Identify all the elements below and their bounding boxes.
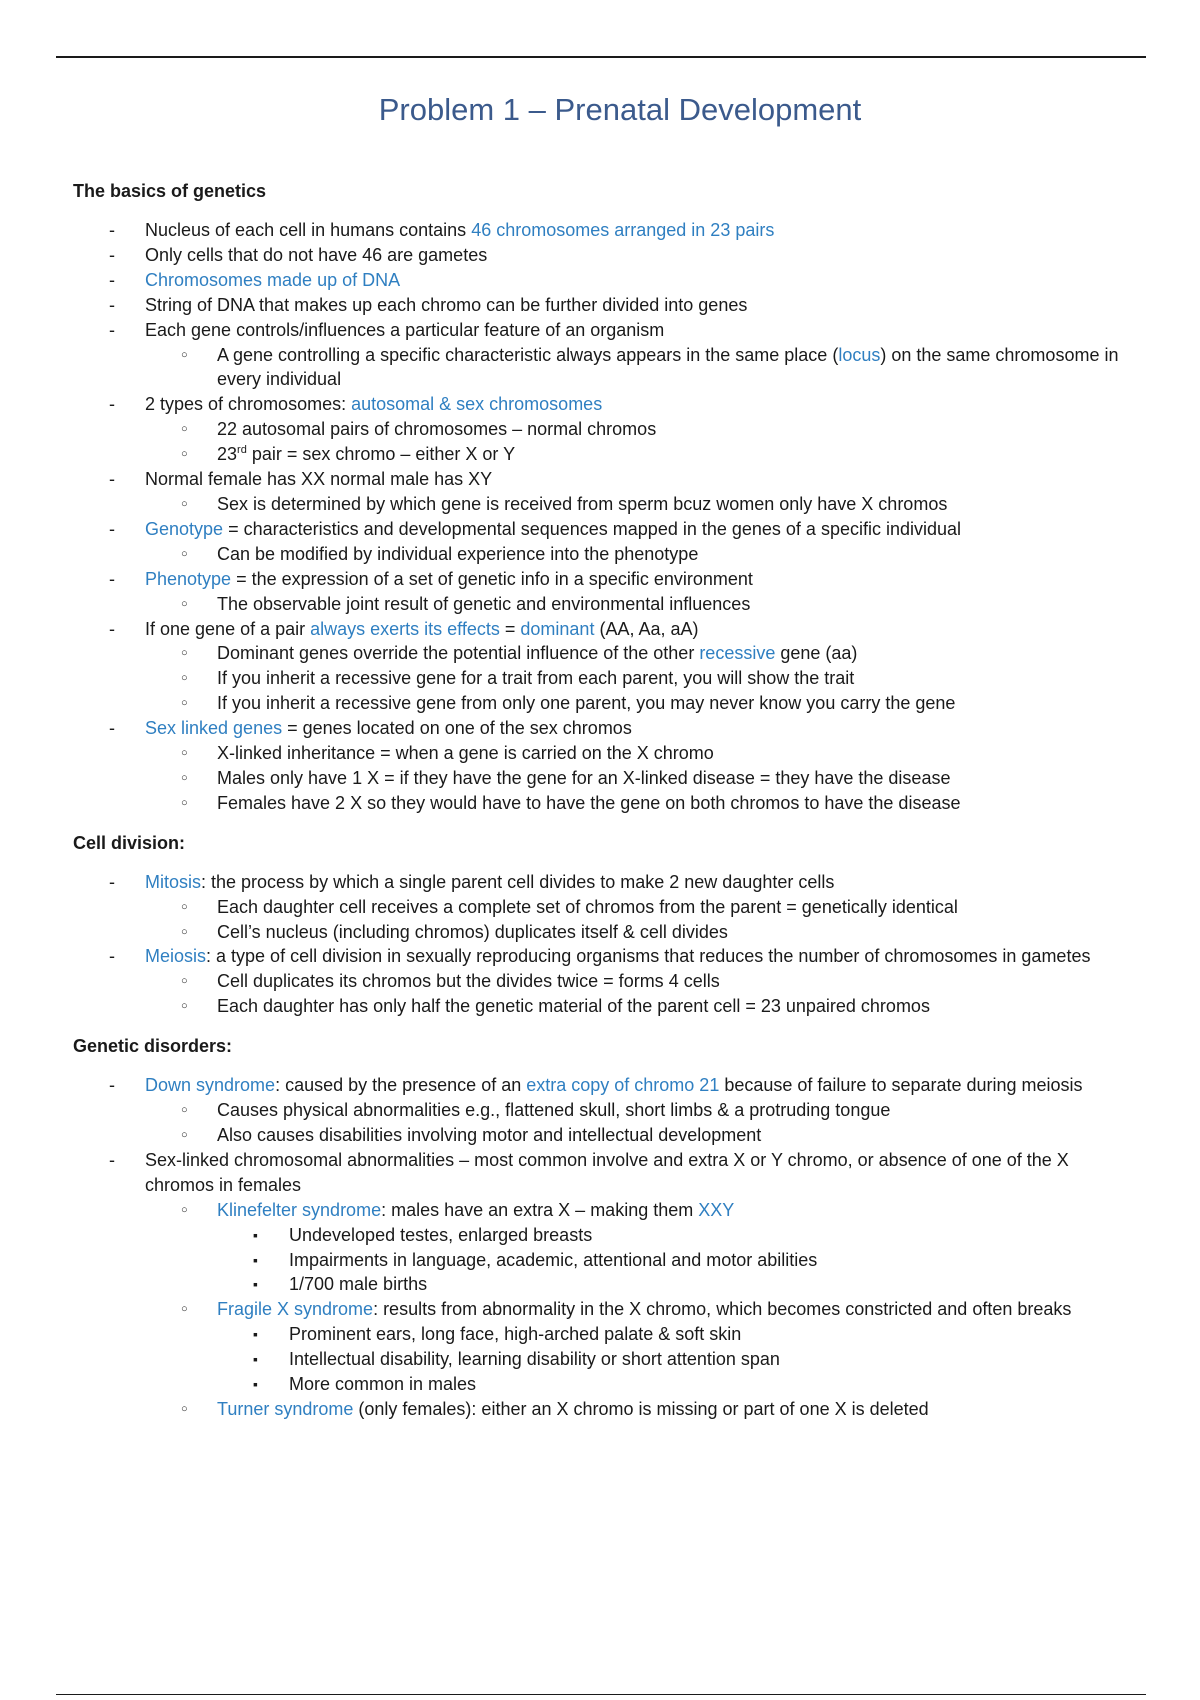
sub-list-item: ○ 23rd pair = sex chromo – either X or Y [145, 442, 1133, 467]
sub-list-item: ○ Turner syndrome (only females): either an X chromo is missing or part of one X is deleted [145, 1397, 1133, 1422]
sub-list [145, 592, 1133, 617]
sub-list-item: ○ Causes physical abnormalities e.g., flattened skull, short limbs & a protruding tongue [145, 1098, 1133, 1123]
sub-list-item: ○ Cell duplicates its chromos but the divides twice = forms 4 cells [145, 969, 1133, 994]
sub-list [145, 895, 1133, 945]
bottom-rule [56, 1694, 1146, 1695]
sub-list [145, 1198, 1133, 1422]
sub-list-item: ○ Dominant genes override the potential influence of the other recessive gene (aa) [145, 641, 1133, 666]
sub-list [145, 492, 1133, 517]
sub-list-item: ○ The observable joint result of genetic and environmental influences [145, 592, 1133, 617]
list-item: - Each gene controls/influences a particular feature of an organism ○ A gene controlling a specific characteristic always appears in the same place (locus) on the same chromosome in every individual [73, 318, 1133, 393]
list-item: - 2 types of chromosomes: autosomal & sex chromosomes ○ 22 autosomal pairs of chromosomes – normal chromos ○ 23rd pair = sex chromo – either X or Y [73, 392, 1133, 467]
sub-sub-list-item: ▪ 1/700 male births [217, 1272, 1133, 1297]
sub-list-item: ○ Each daughter has only half the genetic material of the parent cell = 23 unpaired chromos [145, 994, 1133, 1019]
sub-sub-list-item: ▪ Undeveloped testes, enlarged breasts [217, 1223, 1133, 1248]
sub-list-item: ○ A gene controlling a specific characteristic always appears in the same place (locus) on the same chromosome in every individual [145, 343, 1133, 393]
sub-sub-list [217, 1223, 1133, 1298]
sub-list-item: ○ Also causes disabilities involving motor and intellectual development [145, 1123, 1133, 1148]
sub-sub-list-item: ▪ Prominent ears, long face, high-arched palate & soft skin [217, 1322, 1133, 1347]
sub-list-item: ○ 22 autosomal pairs of chromosomes – normal chromos [145, 417, 1133, 442]
sub-list-item: ○ Cell’s nucleus (including chromos) duplicates itself & cell divides [145, 920, 1133, 945]
sub-list-item: ○ If you inherit a recessive gene from only one parent, you may never know you carry the gene [145, 691, 1133, 716]
sub-sub-list-item: ▪ Impairments in language, academic, attentional and motor abilities [217, 1248, 1133, 1273]
sub-list [145, 641, 1133, 716]
page-title: Problem 1 – Prenatal Development [378, 92, 862, 127]
sub-list [145, 741, 1133, 816]
sub-list-item: ○ X-linked inheritance = when a gene is carried on the X chromo [145, 741, 1133, 766]
sub-sub-list-item: ▪ Intellectual disability, learning disability or short attention span [217, 1347, 1133, 1372]
list-item: - Only cells that do not have 46 are gametes [73, 243, 1133, 268]
list-item: - Sex-linked chromosomal abnormalities – most common involve and extra X or Y chromo, or absence of one of the X chromos in females ○ Klinefelter syndrome: males have an extra X – making them XXY ▪ Undeveloped testes, enlarged breasts ▪ Impairments in language, academic, attentional and motor abilities ▪ 1/700 male births ○ Fragile X syndrome: results from abnormality in the X chromo, which becomes constricted and often breaks ▪ Prominent ears, long face, high-arched palate & soft skin ▪ Intellectual disability, learning disability or short attention span ▪ More common in males ○ Turner syndrome (only females): either an X chromo is missing or part of one X is deleted [73, 1148, 1133, 1422]
list-item: - Nucleus of each cell in humans contains 46 chromosomes arranged in 23 pairs [73, 218, 1133, 243]
list-item: - Down syndrome: caused by the presence of an extra copy of chromo 21 because of failure to separate during meiosis ○ Causes physical abnormalities e.g., flattened skull, short limbs & a protruding tongue ○ Also causes disabilities involving motor and intellectual development [73, 1073, 1133, 1148]
list-item: - Phenotype = the expression of a set of genetic info in a specific environment ○ The observable joint result of genetic and environmental influences [73, 567, 1133, 617]
document-body [73, 180, 1133, 1438]
sub-list [145, 1098, 1133, 1148]
section-heading-genetic-disorders: Genetic disorders: [73, 1036, 233, 1057]
sub-list [145, 417, 1133, 467]
sub-list [145, 969, 1133, 1019]
sub-list-item: ○ Sex is determined by which gene is received from sperm bcuz women only have X chromos [145, 492, 1133, 517]
list-item: - Sex linked genes = genes located on one of the sex chromos ○ X-linked inheritance = when a gene is carried on the X chromo ○ Males only have 1 X = if they have the gene for an X-linked disease = they have the disease ○ Females have 2 X so they would have to have the gene on both chromos to have the disease [73, 716, 1133, 816]
list-item: - String of DNA that makes up each chromo can be further divided into genes [73, 293, 1133, 318]
sub-list-item: ○ If you inherit a recessive gene for a trait from each parent, you will show the trait [145, 666, 1133, 691]
list-item: - Genotype = characteristics and developmental sequences mapped in the genes of a specific individual ○ Can be modified by individual experience into the phenotype [73, 517, 1133, 567]
sub-list-item: ○ Can be modified by individual experience into the phenotype [145, 542, 1133, 567]
sub-list-item: ○ Females have 2 X so they would have to have the gene on both chromos to have the disease [145, 791, 1133, 816]
cell-division-list [73, 870, 1133, 1019]
sub-sub-list-item: ▪ More common in males [217, 1372, 1133, 1397]
sub-list [145, 343, 1133, 393]
sub-list-item: ○ Fragile X syndrome: results from abnormality in the X chromo, which becomes constricted and often breaks ▪ Prominent ears, long face, high-arched palate & soft skin ▪ Intellectual disability, learning disability or short attention span ▪ More common in males [145, 1297, 1133, 1397]
genetic-disorders-list [73, 1073, 1133, 1422]
sub-list-item: ○ Klinefelter syndrome: males have an extra X – making them XXY ▪ Undeveloped testes, enlarged breasts ▪ Impairments in language, academic, attentional and motor abilities ▪ 1/700 male births [145, 1198, 1133, 1298]
sub-sub-list [217, 1322, 1133, 1397]
sub-list-item: ○ Males only have 1 X = if they have the gene for an X-linked disease = they have the disease [145, 766, 1133, 791]
sub-list-item: ○ Each daughter cell receives a complete set of chromos from the parent = genetically identical [145, 895, 1133, 920]
list-item: - Mitosis: the process by which a single parent cell divides to make 2 new daughter cells ○ Each daughter cell receives a complete set of chromos from the parent = genetically identical ○ Cell’s nucleus (including chromos) duplicates itself & cell divides [73, 870, 1133, 945]
list-item: - If one gene of a pair always exerts its effects = dominant (AA, Aa, aA) ○ Dominant genes override the potential influence of the other recessive gene (aa) ○ If you inherit a recessive gene for a trait from each parent, you will show the trait ○ If you inherit a recessive gene from only one parent, you may never know you carry the gene [73, 617, 1133, 717]
sub-list [145, 542, 1133, 567]
basics-list [73, 218, 1133, 816]
section-heading-basics: The basics of genetics [73, 181, 267, 201]
top-rule [56, 56, 1146, 58]
section-heading-cell-division: Cell division: [73, 832, 186, 853]
list-item: - Meiosis: a type of cell division in sexually reproducing organisms that reduces the number of chromosomes in gametes ○ Cell duplicates its chromos but the divides twice = forms 4 cells ○ Each daughter has only half the genetic material of the parent cell = 23 unpaired chromos [73, 944, 1133, 1019]
list-item: - Normal female has XX normal male has XY ○ Sex is determined by which gene is received from sperm bcuz women only have X chromos [73, 467, 1133, 517]
list-item: - Chromosomes made up of DNA [73, 268, 1133, 293]
